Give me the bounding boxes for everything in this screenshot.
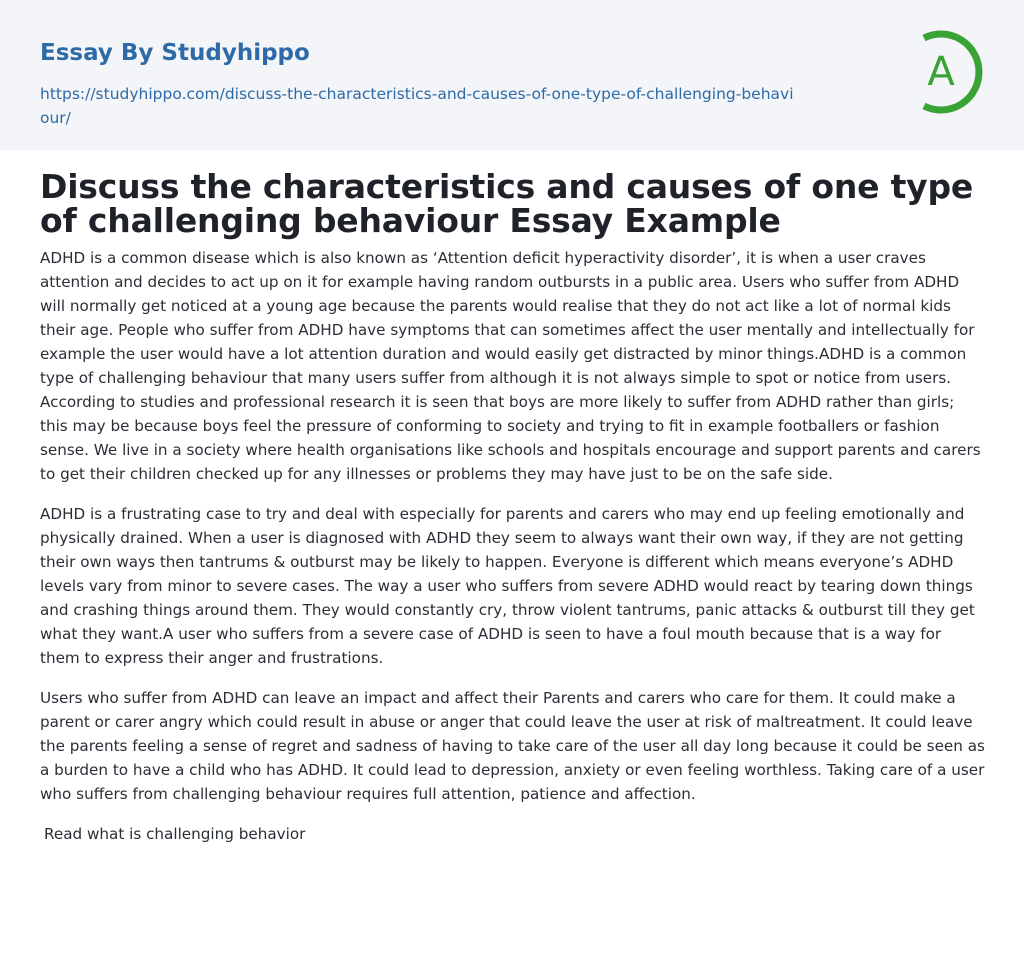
read-more-link[interactable]: Read what is challenging behavior (44, 825, 306, 843)
brand-title[interactable]: Essay By Studyhippo (40, 40, 310, 66)
essay-url-link[interactable]: https://studyhippo.com/discuss-the-characteristics-and-causes-of-one-type-of-challenging-behaviour/ (40, 85, 794, 127)
article (40, 167, 985, 846)
paragraph-3: Users who suffer from ADHD can leave an impact and affect their Parents and carers who care for them. It could make a parent or carer angry which could result in abuse or anger that could leave the user at risk of maltreatment. It could leave the parents feeling a sense of regret and sadness of having to take care of the user all day long because it could be seen as a burden to have a child who has ADHD. It could lead to depression, anxiety or even feeling worthless. Taking care of a user who suffers from challenging behaviour requires full attention, patience and affection. (40, 689, 985, 803)
essay-title: Discuss the characteristics and causes of one type of challenging behaviour Essay Example (40, 167, 974, 240)
site-header (0, 0, 1024, 150)
logo-letter: A (927, 49, 955, 95)
paragraph-1: ADHD is a common disease which is also known as ‘Attention deficit hyperactivity disorder’, it is when a user craves attention and decides to act up on it for example having random outbursts in a public area. Users who suffer from ADHD will normally get noticed at a young age because the parents would realise that they do not act like a lot of normal kids their age. People who suffer from ADHD have symptoms that can sometimes affect the user mentally and intellectually for example the user would have a lot attention duration and would easily get distracted by minor things.ADHD is a common type of challenging behaviour that many users suffer from although it is not always simple to spot or notice from users. According to studies and professional research it is seen that boys are more likely to suffer from ADHD rather than girls; this may be because boys feel the pressure of conforming to society and trying to fit in example footballers or fashion sense. We live in a society where health organisations like schools and hospitals encourage and support parents and carers to get their children checked up for any illnesses or problems they may have just to be on the safe side. (40, 249, 981, 483)
studyhippo-logo-icon[interactable] (897, 26, 989, 118)
paragraph-2: ADHD is a frustrating case to try and deal with especially for parents and carers who may end up feeling emotionally and physically drained. When a user is diagnosed with ADHD they seem to always want their own way, if they are not getting their own ways then tantrums & outburst may be likely to happen. Everyone is different which means everyone’s ADHD levels vary from minor to severe cases. The way a user who suffers from severe ADHD would react by tearing down things and crashing things around them. They would constantly cry, throw violent tantrums, panic attacks & outburst till they get what they want.A user who suffers from a severe case of ADHD is seen to have a foul mouth because that is a way for them to express their anger and frustrations. (40, 505, 975, 667)
